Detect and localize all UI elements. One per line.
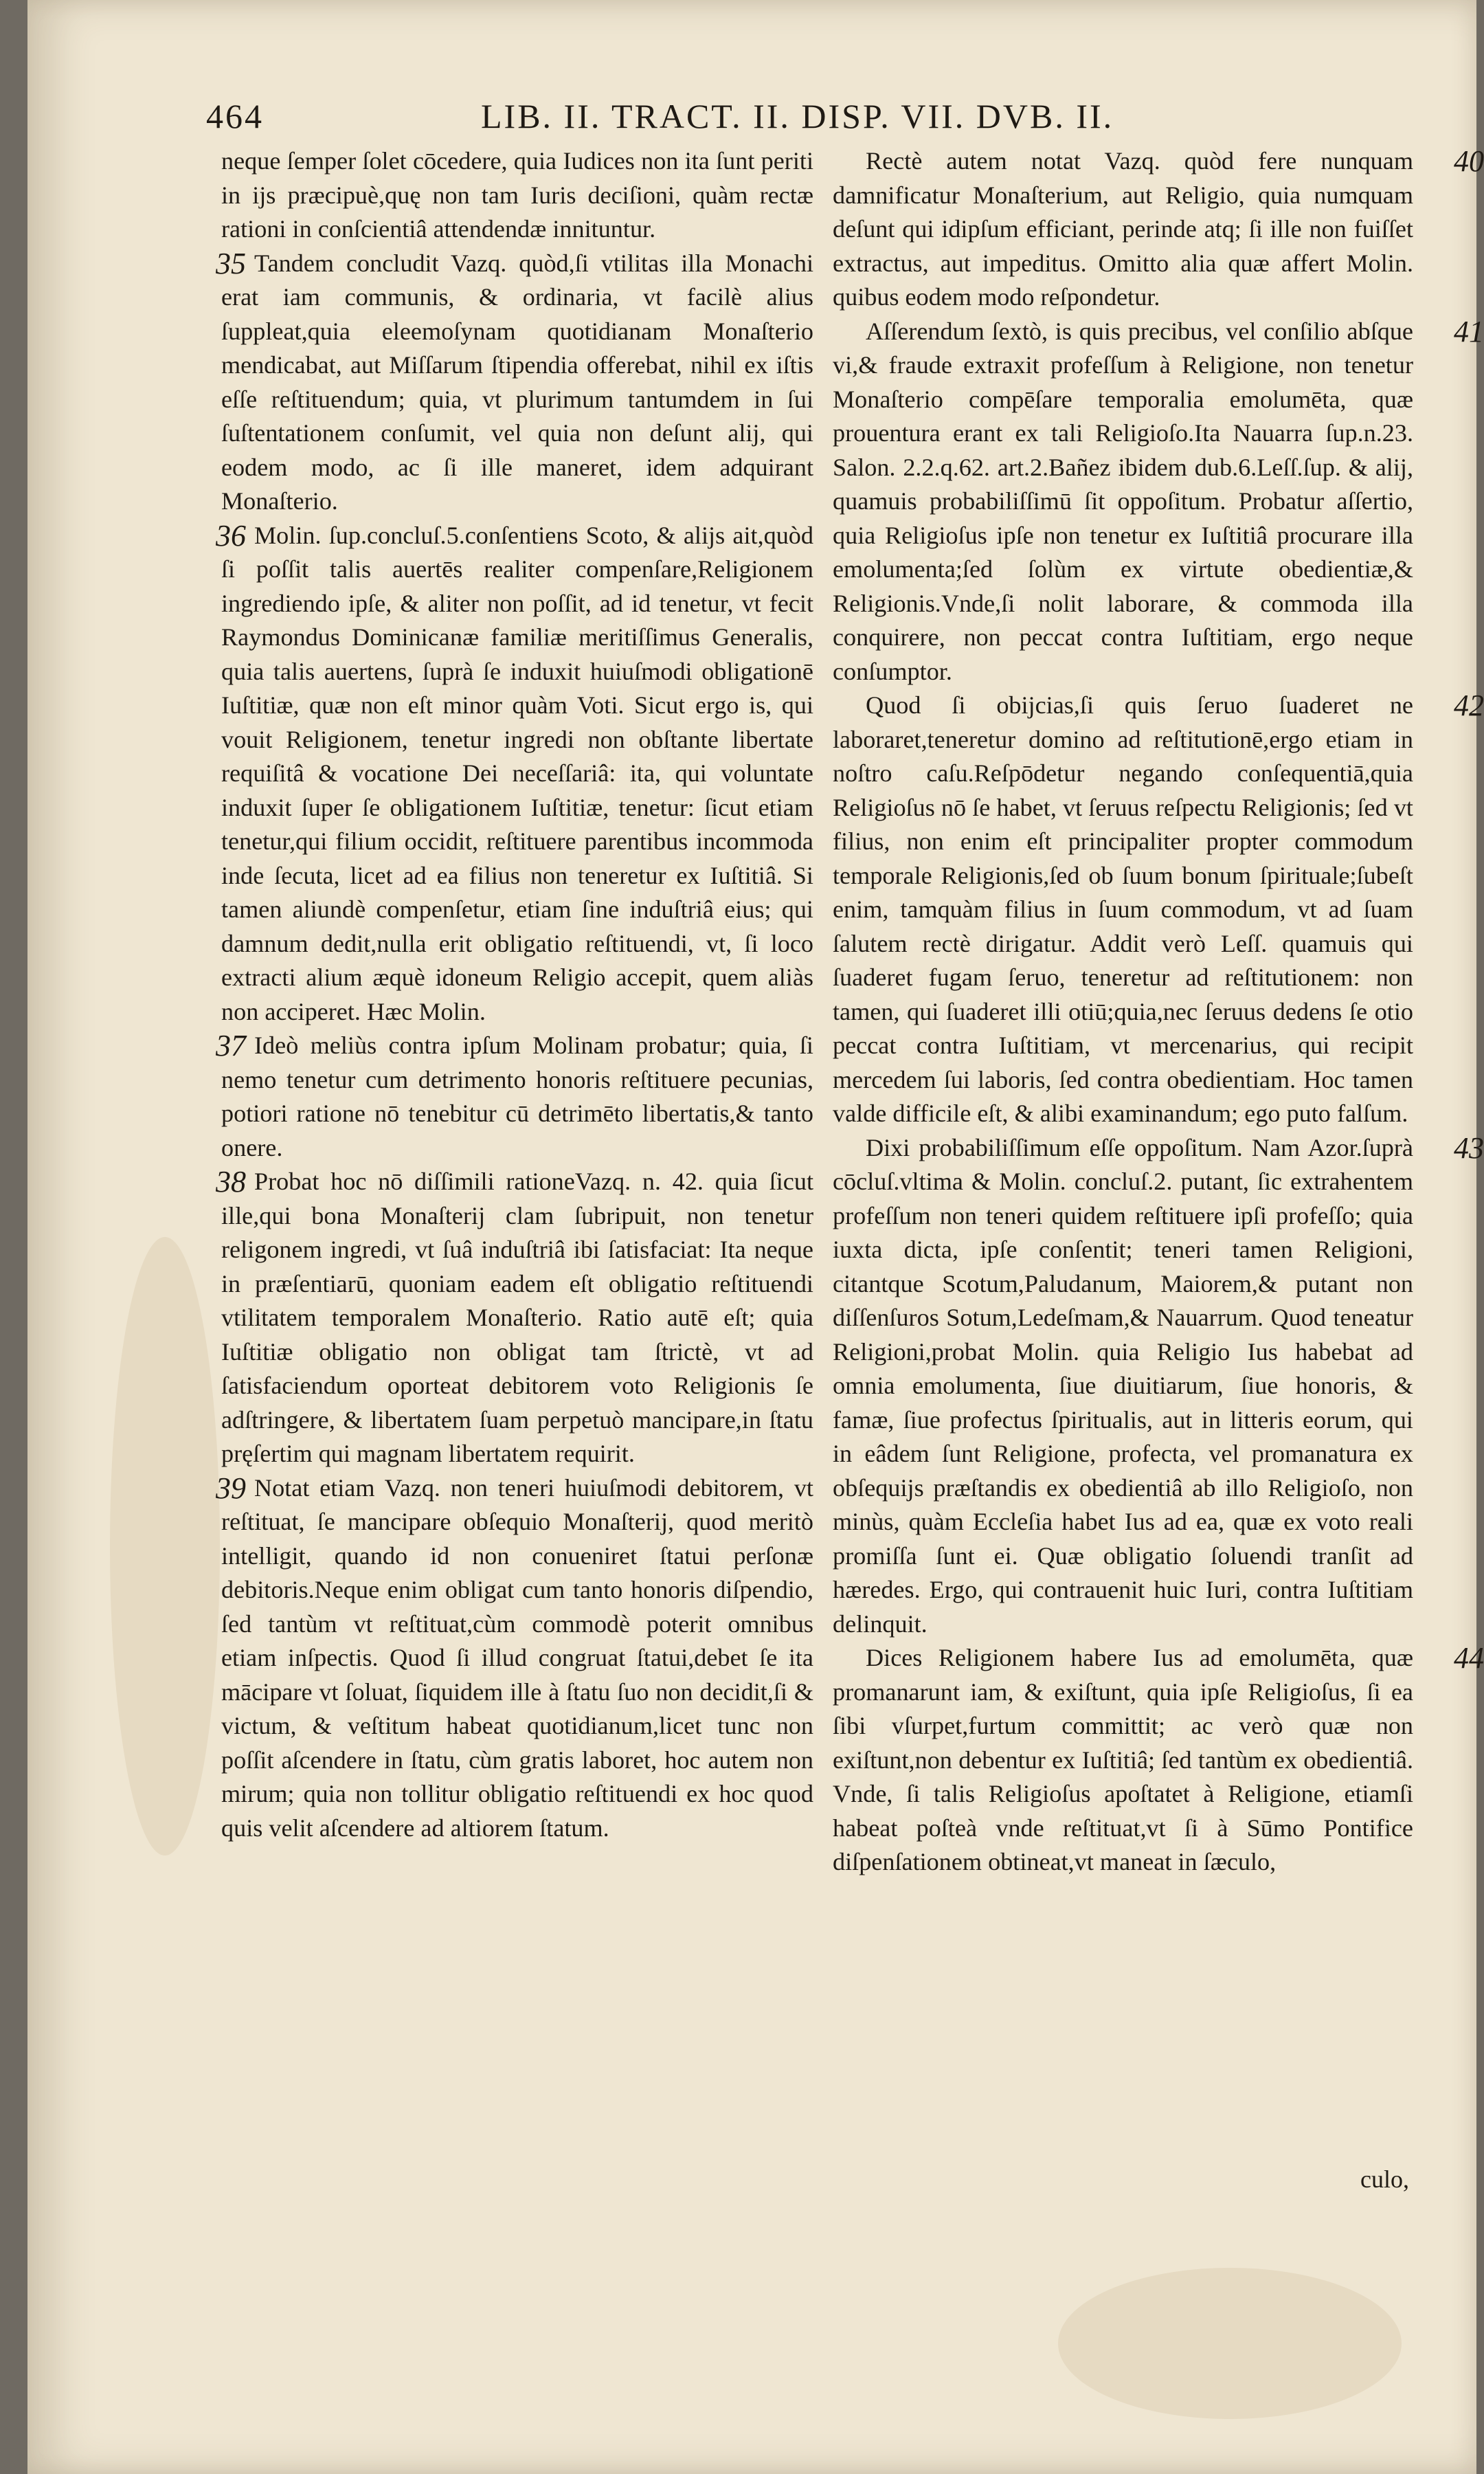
paragraph-text: Dixi probabiliſſimum eſſe oppoſitum. Nam Azor.ſuprà cōcluſ.vltima & Molin. concluſ.2. putant, ſic extrahentem profeſſum non teneri quidem reſtituere ipſi profeſſo; quia iuxta dicta, ipſe conſentit; teneri tamen Religioni, citantque Scotum,Paludanum, Maiorem,& putant non diſſenſuros Sotum,Ledeſmam,& Nauarrum. Quod teneatur Religioni,probat Molin. quia Religio Ius habebat ad omnia emolumenta, ſiue diuitiarum, ſiue honoris, & famæ, ſiue profectus ſpiritualis, aut in litteris eorum, qui in eâdem ſunt Religione, profecta, vel promanatura ex obſequijs præſtandis ex obedientiâ ab illo Religioſo, non minùs, quàm Eccleſia habet Ius ad ea, quæ ex voto reali promiſſa ſunt ei. Quæ obligatio ſoluendi tranſit ad hæredes. Ergo, qui contrauenit huic Iuri, contra Iuſtitiam delinquit. bbox=[833, 1133, 1413, 1638]
paragraph bbox=[216, 246, 813, 519]
paper-stain bbox=[110, 1237, 220, 1855]
paragraph-text: Aſſerendum ſextò, is quis precibus, vel conſilio abſque vi,& fraude extraxit profeſſum à Religione, non tenetur Monaſterio compēſare temporalia emolumēta, quæ prouentura erant ex tali Religioſo.Ita Nauarra ſup.n.23. Salon. 2.2.q.62. art.2.Bañez ibidem dub.6.Leſſ.ſup. & alij, quamuis probabiliſſimū ſit oppoſitum. Probatur aſſertio, quia Religioſus ipſe non tenetur ex Iuſtitiâ procurare illa emolumenta;ſed ſolùm ex virtute obedientiæ,& Religionis.Vnde,ſi nolit laborare, & commoda illa conquirere, non peccat contra Iuſtitiam, ergo neque conſumptor. bbox=[833, 317, 1413, 685]
paper-stain bbox=[1058, 2268, 1402, 2419]
catchword: culo, bbox=[1360, 2165, 1409, 2193]
marginal-number: 40 bbox=[1454, 144, 1484, 178]
paragraph bbox=[216, 1029, 813, 1165]
paragraph bbox=[833, 314, 1484, 689]
paragraph-text: Rectè autem notat Vazq. quòd fere nunquam damnificatur Monaſterium, aut Religio, quia numquam deſunt qui idipſum efficiant, perinde atq; ſi ille non fuiſſet extractus, aut impeditus. Omitto alia quæ affert Molin. quibus eodem modo reſpondetur. bbox=[833, 147, 1413, 311]
paragraph bbox=[216, 1165, 813, 1471]
paragraph bbox=[216, 518, 813, 1029]
left-column bbox=[216, 144, 813, 2206]
paragraph-text: Notat etiam Vazq. non teneri huiuſmodi debitorem, vt reſtituat, ſe mancipare obſequio Monaſterij, quod meritò intelligit, quando id non conueniret ſtatui perſonæ debitoris.Neque enim obligat cum tanto honoris diſpendio, ſed tantùm vt reſtituat,cùm commodè poterit omnibus etiam inſpectis. Quod ſi illud congruat ſtatui,debet ſe ita mācipare vt ſoluat, ſiquidem ille à ſtatu ſuo non decidit,ſi & victum, & veſtitum habeat quotidianum,licet tunc non poſſit aſcendere in ſtatu, cùm gratis laboret, hoc autem non mirum; quia non tollitur obligatio reſtituendi ex hoc quod quis velit aſcendere ad altiorem ſtatum. bbox=[221, 1473, 813, 1842]
paragraph bbox=[221, 144, 813, 247]
paragraph bbox=[216, 1471, 813, 1846]
paragraph-text: Dices Religionem habere Ius ad emolumēta, quæ promanarunt iam, & exiſtunt, quia ipſe Religioſus, ſi ea ſibi vſurpet,furtum committit; ac verò quæ non exiſtunt,non debentur ex Iuſtitiâ; ſed tantùm ex obedientiâ. Vnde, ſi talis Religioſus apoſtatet à Religione, etiamſi habeat poſteà vnde reſtituat,vt ſi à Sūmo Pontifice diſpenſationem obtineat,vt maneat in ſæculo, bbox=[833, 1644, 1413, 1875]
paragraph-text: Molin. ſup.concluſ.5.conſentiens Scoto, & alijs ait,quòd ſi poſſit talis auertēs realiter compenſare,Religionem ingrediendo ipſe, & aliter non poſſit, ad id tenetur, vt fecit Raymondus Dominicanæ familiæ meritiſſimus Generalis, quia talis auertens, ſuprà ſe induxit huiuſmodi obligationē Iuſtitiæ, quæ non eſt minor quàm Voti. Sicut ergo is, qui vouit Religionem, tenetur ingredi non obſtante libertate requiſitâ & vocatione Dei neceſſariâ: ita, qui voluntate induxit ſuper ſe obligationem Iuſtitiæ, tenetur: ſicut etiam tenetur,qui filium occidit, reſtituere parentibus incommoda inde ſecuta, licet ad ea filius non teneretur ex Iuſtitiâ. Si tamen aliundè compenſetur, etiam ſine induſtriâ eius; qui damnum dedit,nulla erit obligatio reſtituendi, vt, ſi loco extracti alium æquè idoneum Religio accepit, quem aliàs non acciperet. Hæc Molin. bbox=[221, 521, 813, 1025]
paragraph bbox=[833, 689, 1484, 1131]
page-number: 464 bbox=[206, 97, 264, 135]
marginal-number: 38 bbox=[216, 1165, 246, 1199]
paragraph-text: neque ſemper ſolet cōcedere, quia Iudices non ita ſunt periti in ijs præcipuè,quę non tam Iuris deciſioni, quàm rectæ rationi in conſcientiâ attendendæ innituntur. bbox=[221, 147, 813, 243]
marginal-number: 36 bbox=[216, 518, 246, 553]
marginal-number: 43 bbox=[1454, 1130, 1484, 1165]
paragraph bbox=[833, 1130, 1484, 1642]
marginal-number: 44 bbox=[1454, 1641, 1484, 1675]
running-header bbox=[165, 88, 1422, 136]
marginal-number: 42 bbox=[1454, 689, 1484, 722]
marginal-number: 39 bbox=[216, 1471, 246, 1505]
paragraph-text: Tandem concludit Vazq. quòd,ſi vtilitas illa Monachi erat iam communis, & ordinaria, vt facilè alius ſuppleat,quia eleemoſynam quotidianam Monaſterio mendicabat, aut Miſſarum ſtipendia offerebat, nihil ex iſtis eſſe reſtituendum; quia, vt plurimum tantumdem in ſui ſuſtentationem conſumit, vel quia non deſunt alij, qui eodem modo, ac ſi ille maneret, idem adquirant Monaſterio. bbox=[221, 249, 813, 515]
marginal-number: 37 bbox=[216, 1029, 246, 1062]
marginal-number: 35 bbox=[216, 246, 246, 280]
right-column bbox=[833, 144, 1484, 2206]
paragraph-text: Probat hoc nō diſſimili rationeVazq. n. 42. quia ſicut ille,qui bona Monaſterij clam ſubripuit, non tenetur religonem ingredi, vt ſuâ induſtriâ ibi ſatisfaciat: Ita neque in præſentiarū, quoniam eadem eſt obligatio reſtituendi vtilitatem temporalem Monaſterio. Ratio autē eſt; quia Iuſtitiæ obligatio non obligat tam ſtrictè, vt ad ſatisfaciendum oporteat debitorem voto Religionis ſe adſtringere, & libertatem ſuam perpetuò mancipare,in ſtatu pręſertim qui magnam libertatem requirit. bbox=[221, 1168, 813, 1467]
book-page bbox=[27, 0, 1484, 2474]
paragraph-text: Quod ſi obijcias,ſi quis ſeruo ſuaderet ne laboraret,teneretur domino ad reſtitutionē,ergo etiam in noſtro caſu.Reſpōdetur negando conſequentiā,quia Religioſus nō ſe habet, vt ſeruus reſpectu Religionis; ſed vt filius, non enim eſt principaliter propter commodum temporale Religionis,ſed ob ſuum bonum ſpirituale;ſubeſt enim, tamquàm filius in ſuum commodum, vt ad ſuam ſalutem rectè dirigatur. Addit verò Leſſ. quamuis qui ſuaderet fugam ſeruo, teneretur ad reſtitutionem: non tamen, qui ſuaderet illi otiū;quia,nec ſeruus dedens ſe otio peccat contra Iuſtitiam, vt mercenarius, qui recipit mercedem ſui laboris, ſed contra obedientiam. Hoc tamen valde difficile eſt, & alibi examinandum; ego puto falſum. bbox=[833, 691, 1413, 1127]
paragraph bbox=[833, 144, 1484, 315]
paragraph bbox=[833, 1641, 1484, 1880]
running-title: LIB. II. TRACT. II. DISP. VII. DVB. II. bbox=[481, 97, 1114, 135]
paragraph-text: Ideò meliùs contra ipſum Molinam probatur; quia, ſi nemo tenetur cum detrimento honoris reſtituere pecunias, potiori ratione nō tenebitur cū detrimēto libertatis,& tanto onere. bbox=[221, 1032, 813, 1161]
marginal-number: 41 bbox=[1454, 314, 1484, 348]
